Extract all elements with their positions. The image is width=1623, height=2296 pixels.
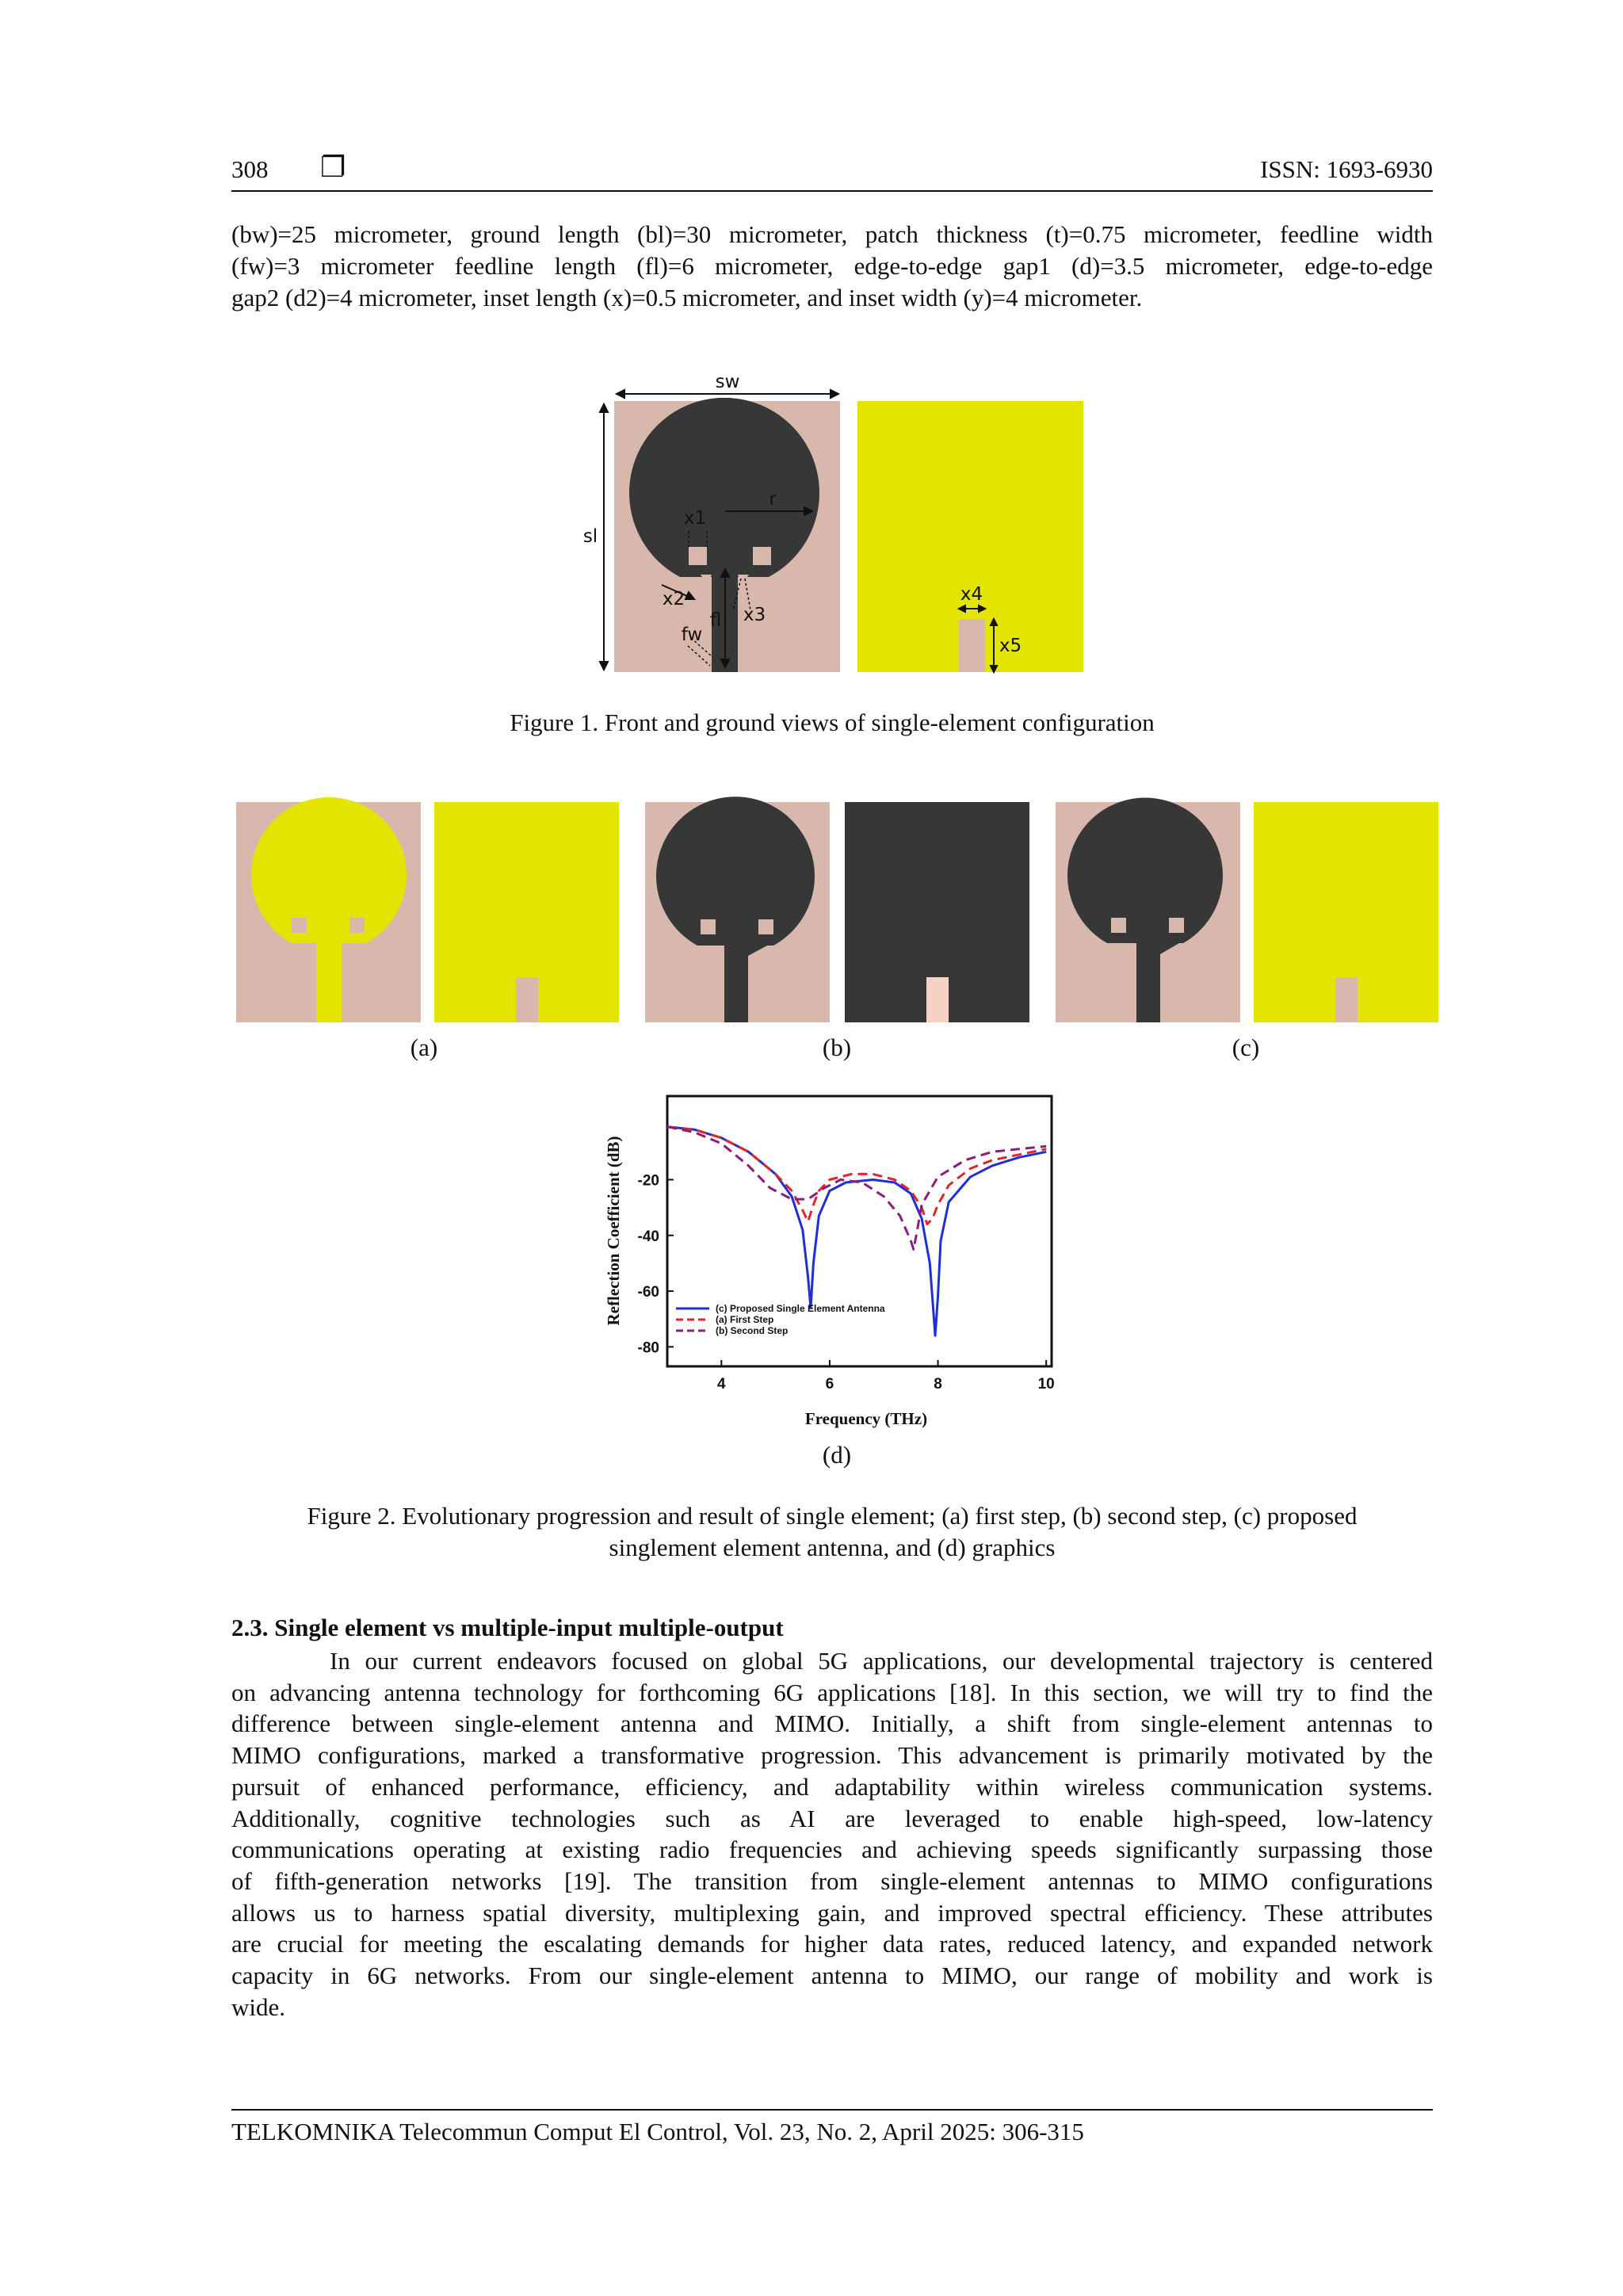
y-tick-label: -60 bbox=[637, 1284, 659, 1301]
x-tick-label: 8 bbox=[934, 1376, 942, 1392]
label-fw: fw bbox=[681, 625, 703, 645]
legend-label: (a) First Step bbox=[716, 1314, 774, 1325]
x-tick-label: 10 bbox=[1037, 1376, 1055, 1392]
y-tick-label: -40 bbox=[637, 1228, 659, 1245]
text-line: communications operating at existing radio frequencies and achieving speeds significantly surpassing those bbox=[231, 1836, 1433, 1864]
label-x2: x2 bbox=[662, 589, 685, 609]
legend-label: (c) Proposed Single Element Antenna bbox=[716, 1303, 885, 1314]
slot-left bbox=[689, 547, 707, 565]
x-tick-label: 6 bbox=[825, 1376, 834, 1392]
label-r: r bbox=[769, 489, 777, 510]
step-b-ground bbox=[845, 802, 1029, 1022]
x-axis-label: Frequency (THz) bbox=[804, 1409, 928, 1428]
ground-view bbox=[857, 401, 1083, 672]
footer-text: TELKOMNIKA Telecommun Comput El Control, Vol. 23, No. 2, April 2025: 306-315 bbox=[231, 2118, 1084, 2145]
step-c-ground bbox=[1254, 802, 1438, 1022]
text-line: gap2 (d2)=4 micrometer, inset length (x)=0.5 micrometer, and inset width (y)=4 micrometer. bbox=[231, 284, 1143, 311]
text-line: (bw)=25 micrometer, ground length (bl)=30 micrometer, patch thickness (t)=0.75 micrometer, feedline width bbox=[231, 220, 1433, 248]
issn: ISSN: 1693-6930 bbox=[1260, 155, 1433, 183]
label-x3: x3 bbox=[743, 605, 766, 625]
text-line: (fw)=3 micrometer feedline length (fl)=6 micrometer, edge-to-edge gap1 (d)=3.5 micrometer, edge-to-edge bbox=[231, 252, 1433, 280]
text-line: Additionally, cognitive technologies such as AI are leveraged to enable high-speed, low-latency bbox=[231, 1804, 1433, 1832]
sublabel-c: (c) bbox=[1232, 1033, 1260, 1061]
figure-2-steps bbox=[234, 797, 1438, 1028]
sublabel-a: (a) bbox=[410, 1033, 438, 1061]
x-axis-ticks bbox=[717, 1360, 1055, 1392]
ground-slot bbox=[959, 619, 985, 672]
legend-label: (b) Second Step bbox=[716, 1325, 789, 1336]
step-a-ground bbox=[434, 802, 619, 1022]
text-line: wide. bbox=[231, 1992, 286, 2021]
footer-rule bbox=[231, 2109, 1433, 2111]
text-line: difference between single-element antenna and MIMO. Initially, a shift from single-element antennas to bbox=[231, 1710, 1433, 1738]
text-line: allows us to harness spatial diversity, multiplexing gain, and improved spectral efficiency. These attributes bbox=[231, 1898, 1433, 1927]
text-line: In our current endeavors focused on global 5G applications, our developmental trajectory is centered bbox=[330, 1647, 1433, 1675]
label-fl: fl bbox=[709, 610, 722, 631]
front-view bbox=[614, 398, 840, 672]
label-sw: sw bbox=[715, 372, 740, 392]
sublabel-d: (d) bbox=[822, 1441, 852, 1469]
page-number: 308 bbox=[231, 155, 269, 183]
figure-1-caption: Figure 1. Front and ground views of single-element configuration bbox=[510, 709, 1155, 736]
slot-right bbox=[753, 547, 771, 565]
label-x5: x5 bbox=[999, 636, 1022, 656]
reflection-chart bbox=[586, 1086, 1078, 1435]
section-paragraph bbox=[231, 1645, 1433, 2023]
step-c-front bbox=[1056, 798, 1240, 1022]
y-tick-label: -20 bbox=[637, 1172, 659, 1190]
intro-paragraph bbox=[231, 219, 1433, 314]
text-line: MIMO configurations, marked a transformative progression. This advancement is primarily motivated by the bbox=[231, 1741, 1433, 1770]
label-x4: x4 bbox=[960, 584, 983, 605]
x-tick-label: 4 bbox=[717, 1376, 726, 1392]
sublabel-b: (b) bbox=[822, 1033, 852, 1061]
text-line: pursuit of enhanced performance, efficiency, and adaptability within wireless communication systems. bbox=[231, 1772, 1433, 1801]
text-line: on advancing antenna technology for forthcoming 6G applications [18]. In this section, we will try to find the bbox=[231, 1678, 1433, 1706]
box-icon: ❐ bbox=[320, 151, 346, 183]
caption-line: singlement element antenna, and (d) graphics bbox=[609, 1534, 1056, 1561]
figure-2-caption bbox=[231, 1500, 1433, 1564]
caption-line: Figure 2. Evolutionary progression and result of single element; (a) first step, (b) second step, (c) proposed bbox=[307, 1502, 1358, 1530]
step-a-front bbox=[236, 797, 421, 1022]
series-line-2 bbox=[667, 1127, 1046, 1250]
text-line: capacity in 6G networks. From our single-element antenna to MIMO, our range of mobility and work is bbox=[231, 1962, 1433, 1990]
header-rule bbox=[231, 190, 1433, 192]
figure-1 bbox=[571, 361, 1094, 678]
y-axis-label: Reflection Coefficient (dB) bbox=[604, 1136, 623, 1326]
section-heading: 2.3. Single element vs multiple-input multiple-output bbox=[231, 1614, 784, 1641]
label-sl: sl bbox=[582, 526, 598, 547]
text-line: are crucial for meeting the escalating demands for higher data rates, reduced latency, and expanded network bbox=[231, 1930, 1433, 1958]
chart-legend bbox=[676, 1303, 885, 1336]
y-tick-label: -80 bbox=[637, 1339, 659, 1357]
label-x1: x1 bbox=[683, 508, 707, 529]
step-b-front bbox=[645, 797, 830, 1022]
series-line-1 bbox=[667, 1127, 1046, 1224]
text-line: of fifth-generation networks [19]. The transition from single-element antennas to MIMO configurations bbox=[231, 1866, 1433, 1895]
